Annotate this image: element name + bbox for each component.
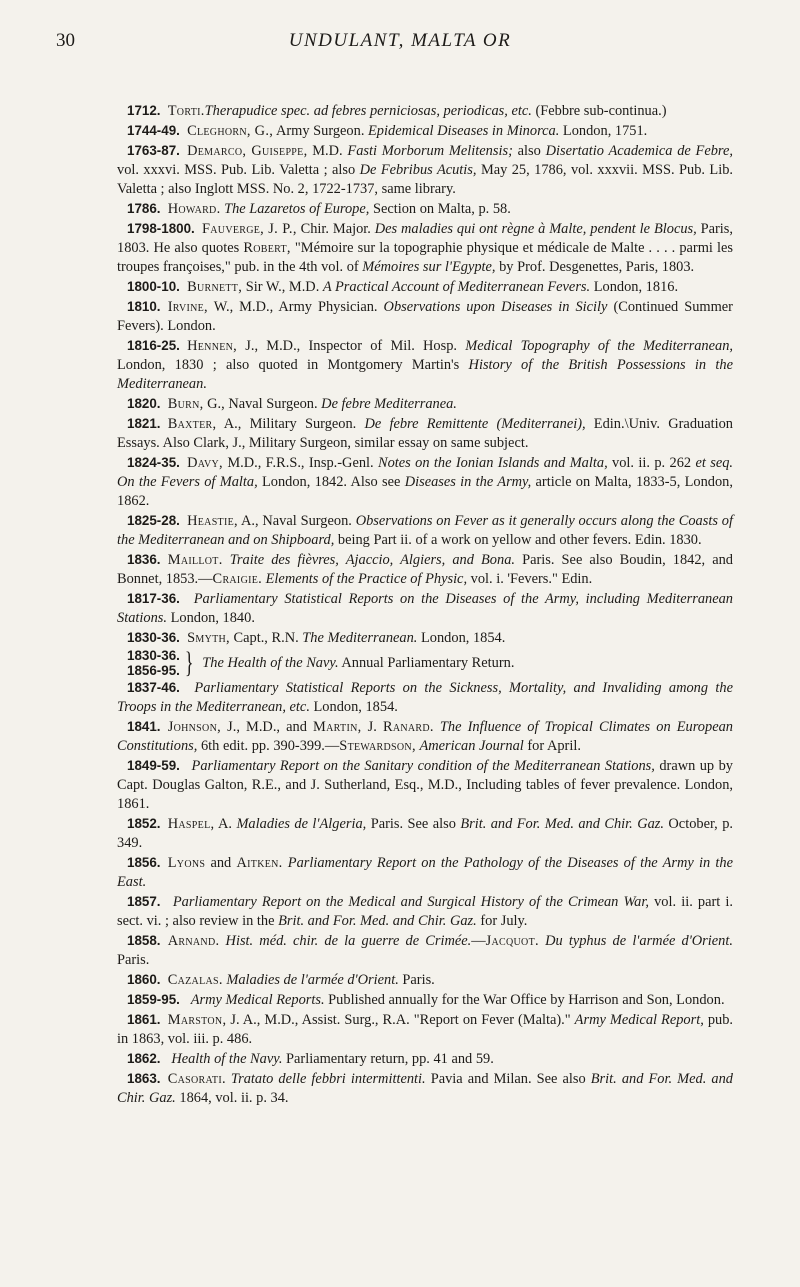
entry-text: Pavia and Milan. See also [425,1071,591,1087]
entry-author: Maillot. [167,552,223,568]
entry-title: Army Medical Reports. [190,992,325,1008]
entry-text: J., M.D., Inspector of Mil. Hosp. [237,338,466,354]
entry-year: 1810. [127,299,161,314]
entry-year: 1800-10. [127,279,180,294]
entry-text: pub. in 1863, vol. iii. p. 486. [117,1012,734,1047]
entry-author: Baxter, [167,416,217,432]
entry-text: Section on Malta, p. 58. [369,201,511,217]
entry-year: 1824-35. [127,455,180,470]
bibliography-entry [117,414,733,453]
entry-text: article on Malta, 1833-5, London, 1862. [117,474,733,509]
entry-title: De febre Mediterranea. [321,396,457,412]
entry-year: 1798-1800. [127,221,195,236]
entry-author: Cazalas. [167,972,223,988]
entry-text: Paris. See also Boudin, 1842, and Bonnet, 1853.— [117,552,733,587]
bibliography-entry [117,394,733,414]
entry-text: vol. xxxvi. MSS. Pub. Lib. Valetta ; also [117,162,360,178]
entry-year: 1820. [127,396,161,411]
entry-title: Observations on Fever as it generally occurs along the Coasts of the Mediterranean and on Shipboard, [117,513,733,548]
entry-title: Du typhus de l'armée d'Orient. [545,933,733,949]
entry-year: 1825-28. [127,513,180,528]
entry-author: Burnett, [187,279,243,295]
entry-text: Paris. See also [366,816,461,832]
bibliography-entry [117,648,733,678]
entry-text: Army Surgeon. [273,123,369,139]
entry-text: G., Naval Surgeon. [203,396,322,412]
bibliography-entry [117,199,733,219]
entry-title: Des maladies qui ont règne à Malte, pendent le Blocus, [374,221,697,237]
entry-text: Chir. Major. [296,221,375,237]
entry-text: Sir W., M.D. [242,279,323,295]
entry-year: 1859-95. [127,992,180,1007]
entry-author: Ranard. [382,719,434,735]
entry-title: Army Medical Report, [574,1012,704,1028]
entry-year: 1837-46. [127,680,180,695]
entry-text: — [471,933,486,949]
entry-author: Burn, [167,396,204,412]
entry-title: Parliamentary Report on the Sanitary condition of the Mediterranean Stations, [191,758,655,774]
entry-year: 1856-95. [127,663,180,678]
entry-title: Parliamentary Report on the Pathology of the Diseases of the Army in the East. [117,855,733,890]
entry-year: 1830-36. [127,648,180,663]
bibliography-entry [117,336,733,394]
entry-text: "Mémoire sur la topographie physique et médicale de Malte . . . . parmi les troupes françoises," pub. in the 4th vol. of [117,240,733,275]
entry-title: Maladies de l'armée d'Orient. [226,972,399,988]
entry-year: 1841. [127,719,161,734]
entry-title: Mémoires sur l'Egypte, [362,259,496,275]
entry-title: De Febribus Acutis, [359,162,477,178]
entry-title: Brit. and For. Med. and Chir. Gaz. [460,816,664,832]
entry-author: Demarco, Guiseppe, [187,143,308,159]
bibliography-entry [117,589,733,628]
entry-year: 1858. [127,933,161,948]
entry-author: Johnson, [167,719,221,735]
entry-title: The Health of the Navy. [202,654,339,671]
entry-author: Heastie, [187,513,238,529]
entry-text: London, 1854. [309,699,398,715]
entry-text: for July. [476,913,528,929]
entry-title: The Lazaretos of Europe, [224,201,370,217]
entry-year: 1821. [127,416,161,431]
entry-text: vol. ii. p. 262 [607,455,696,471]
entry-author: Martin, [313,719,362,735]
entry-author: Irvine, [167,299,208,315]
entry-text: October, p. 349. [117,816,733,851]
entry-text: Parliamentary return, pp. 41 and 59. [282,1051,494,1067]
entry-text: Edin.\Univ. Graduation Essays. Also Clark, J., Military Surgeon, similar essay on same subject. [117,416,733,451]
bibliography-entry [117,853,733,892]
entry-title: Parliamentary Statistical Reports on the Sickness, Mortality, and Invaliding among the Troops in the Mediterranean, etc. [117,680,733,715]
entry-author: Hennen, [187,338,238,354]
entry-text: May 25, 1786, vol. xxxvii. MSS. Pub. Lib. Valetta ; also Inglott MSS. No. 2, 1722-1737, same library. [117,162,733,197]
entry-year: 1763-87. [127,143,180,158]
entry-author: Howard. [167,201,221,217]
entry-title: Brit. and For. Med. and Chir. Gaz. [117,1071,733,1106]
entry-year: 1830-36. [127,630,180,645]
entry-year: 1852. [127,816,161,831]
entry-text: London, 1842. Also see [257,474,405,490]
entry-year: 1786. [127,201,161,216]
entry-author: Torti. [167,103,205,119]
entry-author: Smyth, [187,630,230,646]
bibliography-entry [117,931,733,970]
entry-text [187,591,194,607]
entry-text: London, 1854. [417,630,506,646]
brace-glyph: } [184,646,194,679]
entry-text: 1864, vol. ii. p. 34. [175,1090,289,1106]
entry-title: Elements of the Practice of Physic, [265,571,468,587]
entry-author: Craigie. [212,571,263,587]
entry-author: Stewardson, [339,738,416,754]
running-title: UNDULANT, MALTA OR [288,30,512,51]
entry-year: 1817-36. [127,591,180,606]
entry-title: Therapudice spec. ad febres perniciosas, periodicas, etc. [204,103,532,119]
bibliography-entry [117,1010,733,1049]
entry-text: A., Military Surgeon. [216,416,365,432]
entry-text: Paris. [117,952,150,968]
entry-year: 1816-25. [127,338,180,353]
entry-year: 1712. [127,103,161,118]
entry-text: (Febbre sub-continua.) [531,103,667,119]
entry-title: De febre Remittente (Mediterranei), [364,416,586,432]
entry-text [223,552,230,568]
entry-title: Brit. and For. Med. and Chir. Gaz. [278,913,477,929]
entry-text: (Continued Summer Fevers). London. [117,299,733,334]
bibliography-entry [117,678,733,717]
entry-text: drawn up by Capt. Douglas Galton, R.E., and J. Sutherland, Esq., M.D., Including tables of fever prevalence. London, 1861. [117,758,733,812]
entry-title: Notes on the Ionian Islands and Malta, [378,455,608,471]
entry-title: Fasti Morborum Melitensis; [347,143,513,159]
entry-text: M.D., F.R.S., Insp.-Genl. [222,455,378,471]
entry-year: 1744-49. [127,123,180,138]
entry-title: Disertatio Academica de Febre, [545,143,733,159]
entry-text: vol. ii. part i. sect. vi. ; also review in the [117,894,733,929]
entry-text: London, 1830 ; also quoted in Montgomery Martin's [117,357,469,373]
entry-text: by Prof. Desgenettes, Paris, 1803. [495,259,695,275]
entry-text: London, 1816. [590,279,679,295]
entry-text: J. [361,719,383,735]
entry-title: Diseases in the Army, [404,474,532,490]
bibliography-entry [117,453,733,511]
page-number: 30 [56,30,75,51]
entry-text: J. A., M.D., Assist. Surg., R.A. "Report on Fever (Malta)." [226,1012,575,1028]
bibliography-entry [117,628,733,648]
entry-text: Published annually for the War Office by Harrison and Son, London. [324,992,725,1008]
bibliography-entry [117,1069,733,1108]
entry-year: 1836. [127,552,161,567]
bibliography-entry [117,1049,733,1069]
entry-text: also [512,143,546,159]
entry-text: Annual Parliamentary Return. [338,654,515,671]
entry-year: 1860. [127,972,161,987]
entry-text: Paris. [398,972,435,988]
entry-author: Casorati. [167,1071,226,1087]
entry-year: 1856. [127,855,161,870]
bibliography-entry [117,141,733,199]
entry-author: Fauverge, J. P., [201,221,297,237]
entry-title: Tratato delle febbri intermittenti. [230,1071,426,1087]
entry-author: Jacquot. [485,933,539,949]
entry-title: et seq. On the Fevers of Malta, [117,455,734,490]
bibliography-entry [117,550,733,589]
bibliography-entry [117,717,733,756]
entry-text: vol. i. 'Fevers." Edin. [467,571,593,587]
bibliography-entry [117,101,733,121]
entry-text: being Part ii. of a work on yellow and other fevers. Edin. 1830. [334,532,702,548]
bibliography-entry [117,121,733,141]
entry-title: Observations upon Diseases in Sicily [383,299,608,315]
entry-title: The Mediterranean. [302,630,418,646]
entry-title: The Influence of Tropical Climates on European Constitutions, [117,719,733,754]
entry-author: Aitken. [236,855,283,871]
entry-text: and [205,855,237,871]
bibliography-list [117,101,733,1108]
bibliography-entry [117,756,733,814]
entry-year: 1862. [127,1051,161,1066]
entry-author: Arnand. [167,933,220,949]
bibliography-entry [117,277,733,297]
entry-title: Health of the Navy. [171,1051,283,1067]
entry-title: Traite des fièvres, Ajaccio, Algiers, and Bona. [229,552,515,568]
bibliography-entry [117,297,733,336]
entry-title: Medical Topography of the Mediterranean, [465,338,733,354]
entry-year: 1857. [127,894,161,909]
entry-title: American Journal [419,738,524,754]
bibliography-entry [117,511,733,550]
bibliography-entry [117,219,733,277]
entry-text: M.D. [307,143,348,159]
entry-author: Robert, [243,240,291,256]
entry-year: 1861. [127,1012,161,1027]
entry-text: 6th edit. pp. 390-399.— [197,738,340,754]
entry-title: Maladies de l'Algeria, [236,816,367,832]
entry-text: Paris, 1803. He also quotes [117,221,734,256]
bibliography-entry [117,814,733,853]
entry-year: 1863. [127,1071,161,1086]
entry-text: for April. [523,738,581,754]
entry-title: Parliamentary Report on the Medical and Surgical History of the Crimean War, [172,894,649,910]
entry-author: Cleghorn, G., [187,123,274,139]
entry-title: A Practical Account of Mediterranean Fevers. [322,279,591,295]
entry-title: Epidemical Diseases in Minorca. [368,123,560,139]
entry-text: W., M.D., Army Physician. [207,299,384,315]
entry-author: Davy, [187,455,223,471]
bibliography-entry [117,970,733,990]
entry-text: A., Naval Surgeon. [237,513,356,529]
bibliography-entry [117,990,733,1010]
entry-title: Hist. méd. chir. de la guerre de Crimée. [225,933,472,949]
entry-title: History of the British Possessions in the Mediterranean. [117,357,733,392]
entry-text: London, 1751. [559,123,648,139]
entry-text: Capt., R.N. [229,630,303,646]
entry-author: Haspel, [167,816,215,832]
entry-title: Parliamentary Statistical Reports on the Diseases of the Army, including Mediterranean Stations. [117,591,733,626]
entry-author: Marston, [167,1012,227,1028]
entry-text: London, 1840. [166,610,255,626]
bibliography-entry [117,892,733,931]
entry-text: A. [214,816,237,832]
entry-text: J., M.D., and [221,719,314,735]
entry-author: Lyons [167,855,206,871]
entry-year: 1849-59. [127,758,180,773]
